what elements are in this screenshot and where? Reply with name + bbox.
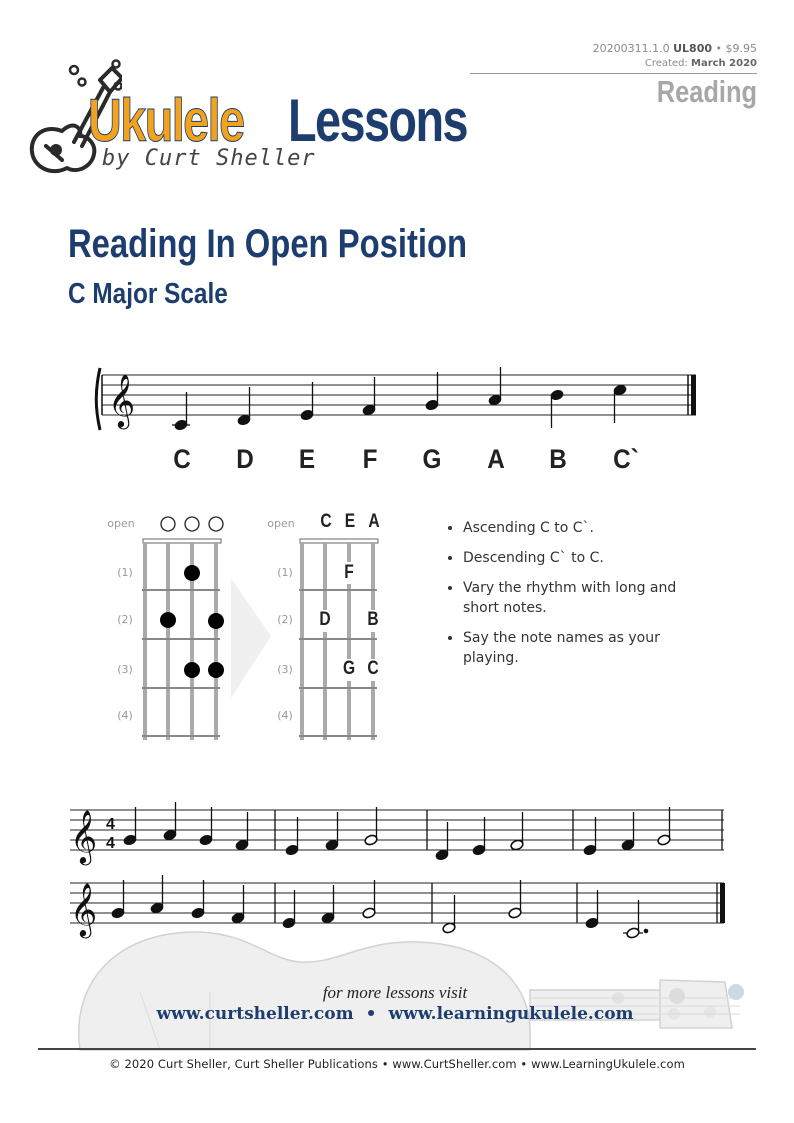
- header-meta-line: [470, 42, 757, 55]
- fret-note: B: [367, 609, 379, 630]
- quarter-note-e: [585, 890, 599, 929]
- fret-label: (3): [277, 663, 293, 676]
- finger-dot-icon: [160, 612, 176, 628]
- open-note: E: [344, 511, 356, 532]
- half-note-f: [510, 812, 524, 851]
- finger-dot-icon: [184, 662, 200, 678]
- note-e4: [300, 382, 314, 421]
- fret-label: (4): [117, 709, 133, 722]
- created-line: [470, 58, 757, 69]
- created-label: Created:: [644, 58, 688, 69]
- quarter-note-e: [282, 890, 296, 929]
- note-f4: [362, 377, 376, 416]
- open-note: A: [368, 511, 380, 532]
- quarter-note-g: [191, 880, 205, 919]
- staff-brace: [96, 368, 100, 430]
- half-note-g: [508, 880, 522, 919]
- quarter-note-g: [111, 880, 125, 919]
- fret-note: D: [319, 609, 331, 630]
- treble-clef-icon: 𝄞: [70, 809, 98, 863]
- footer-rule: [38, 1048, 756, 1050]
- note-g4: [425, 372, 439, 411]
- promo-line: for more lessons visit: [322, 983, 468, 1002]
- note-name: G: [422, 444, 442, 474]
- note-name: B: [549, 444, 567, 474]
- quarter-note-a: [163, 802, 177, 841]
- promo-urls: [140, 1004, 650, 1024]
- time-signature-bottom: 4: [106, 835, 115, 852]
- note-name: C: [173, 444, 191, 474]
- fret-label: (2): [277, 613, 293, 626]
- quarter-note-e: [583, 817, 597, 856]
- quarter-note-d: [435, 822, 449, 861]
- fret-label: (4): [277, 709, 293, 722]
- meta-separator: •: [715, 42, 722, 55]
- page-title: Reading In Open Position: [68, 222, 468, 266]
- quarter-note-g: [123, 807, 137, 846]
- note-d4: [237, 387, 251, 426]
- open-label: open: [107, 517, 135, 530]
- price: $9.95: [725, 42, 757, 55]
- instructions-list: [447, 518, 703, 678]
- quarter-note-e: [285, 817, 299, 856]
- quarter-note-f: [231, 885, 245, 924]
- open-string-icon: [185, 517, 199, 531]
- quarter-note-g: [199, 807, 213, 846]
- half-note-g: [364, 807, 378, 846]
- brand-ukulele: Ukulele: [88, 87, 244, 154]
- fretboard-dots: [140, 510, 230, 750]
- open-note: C: [320, 511, 332, 532]
- note-name: E: [298, 444, 316, 474]
- instruction-item: • Ascending C to C`.: [463, 518, 703, 538]
- finger-dot-icon: [208, 613, 224, 629]
- note-name: F: [362, 444, 378, 474]
- scale-staff: [90, 360, 710, 440]
- note-a4: [488, 367, 502, 406]
- finger-dot-icon: [184, 565, 200, 581]
- half-note-g: [362, 880, 376, 919]
- product-code: UL800: [673, 42, 712, 55]
- arrow-right-icon: [231, 578, 273, 700]
- fret-note: F: [344, 562, 354, 583]
- dotted-half-note-c: [623, 900, 648, 939]
- instruction-item: • Say the note names as your playing.: [463, 628, 703, 668]
- fret-label: (1): [277, 566, 293, 579]
- version-number: 20200311.1.0: [592, 42, 670, 55]
- category-label: Reading: [656, 74, 757, 109]
- treble-clef-icon: 𝄞: [70, 882, 98, 936]
- link-curtsheller[interactable]: www.curtsheller.com: [156, 1004, 354, 1024]
- time-signature-top: 4: [106, 816, 115, 833]
- finger-dot-icon: [208, 662, 224, 678]
- footer-copyright: © 2020 Curt Sheller, Curt Sheller Publications • www.CurtSheller.com • www.LearningUkulele.com: [109, 1057, 685, 1071]
- url-separator: •: [365, 1004, 377, 1024]
- open-string-icon: [209, 517, 223, 531]
- brand-lessons: Lessons: [288, 87, 467, 154]
- half-note-d: [442, 895, 456, 934]
- link-learningukulele[interactable]: www.learningukulele.com: [388, 1004, 634, 1024]
- open-label: open: [267, 517, 295, 530]
- treble-clef-icon: 𝄞: [108, 373, 136, 427]
- exercise-staff-1: [60, 795, 740, 870]
- quarter-note-e: [472, 817, 486, 856]
- quarter-note-f: [321, 885, 335, 924]
- fret-note: C: [367, 658, 379, 679]
- quarter-note-a: [150, 875, 164, 914]
- quarter-note-f: [621, 812, 635, 851]
- instruction-item: • Descending C` to C.: [463, 548, 703, 568]
- quarter-note-f: [235, 812, 249, 851]
- note-name: A: [487, 444, 505, 474]
- instruction-item: • Vary the rhythm with long and short notes.: [463, 578, 703, 618]
- page-subtitle: C Major Scale: [68, 278, 228, 310]
- open-string-icon: [161, 517, 175, 531]
- final-barline: [720, 883, 725, 923]
- exercise-staff-2: [60, 868, 740, 943]
- created-date: March 2020: [691, 58, 757, 69]
- quarter-note-f: [325, 812, 339, 851]
- fret-note: G: [342, 658, 356, 679]
- fret-label: (1): [117, 566, 133, 579]
- brand-byline: by Curt Sheller: [102, 146, 316, 171]
- half-note-g: [657, 807, 671, 846]
- note-b4: [550, 389, 564, 428]
- fret-label: (2): [117, 613, 133, 626]
- note-name: D: [236, 444, 254, 474]
- fret-label: (3): [117, 663, 133, 676]
- note-name: C`: [613, 444, 639, 474]
- note-c4: [172, 392, 190, 431]
- note-c5: [613, 384, 627, 423]
